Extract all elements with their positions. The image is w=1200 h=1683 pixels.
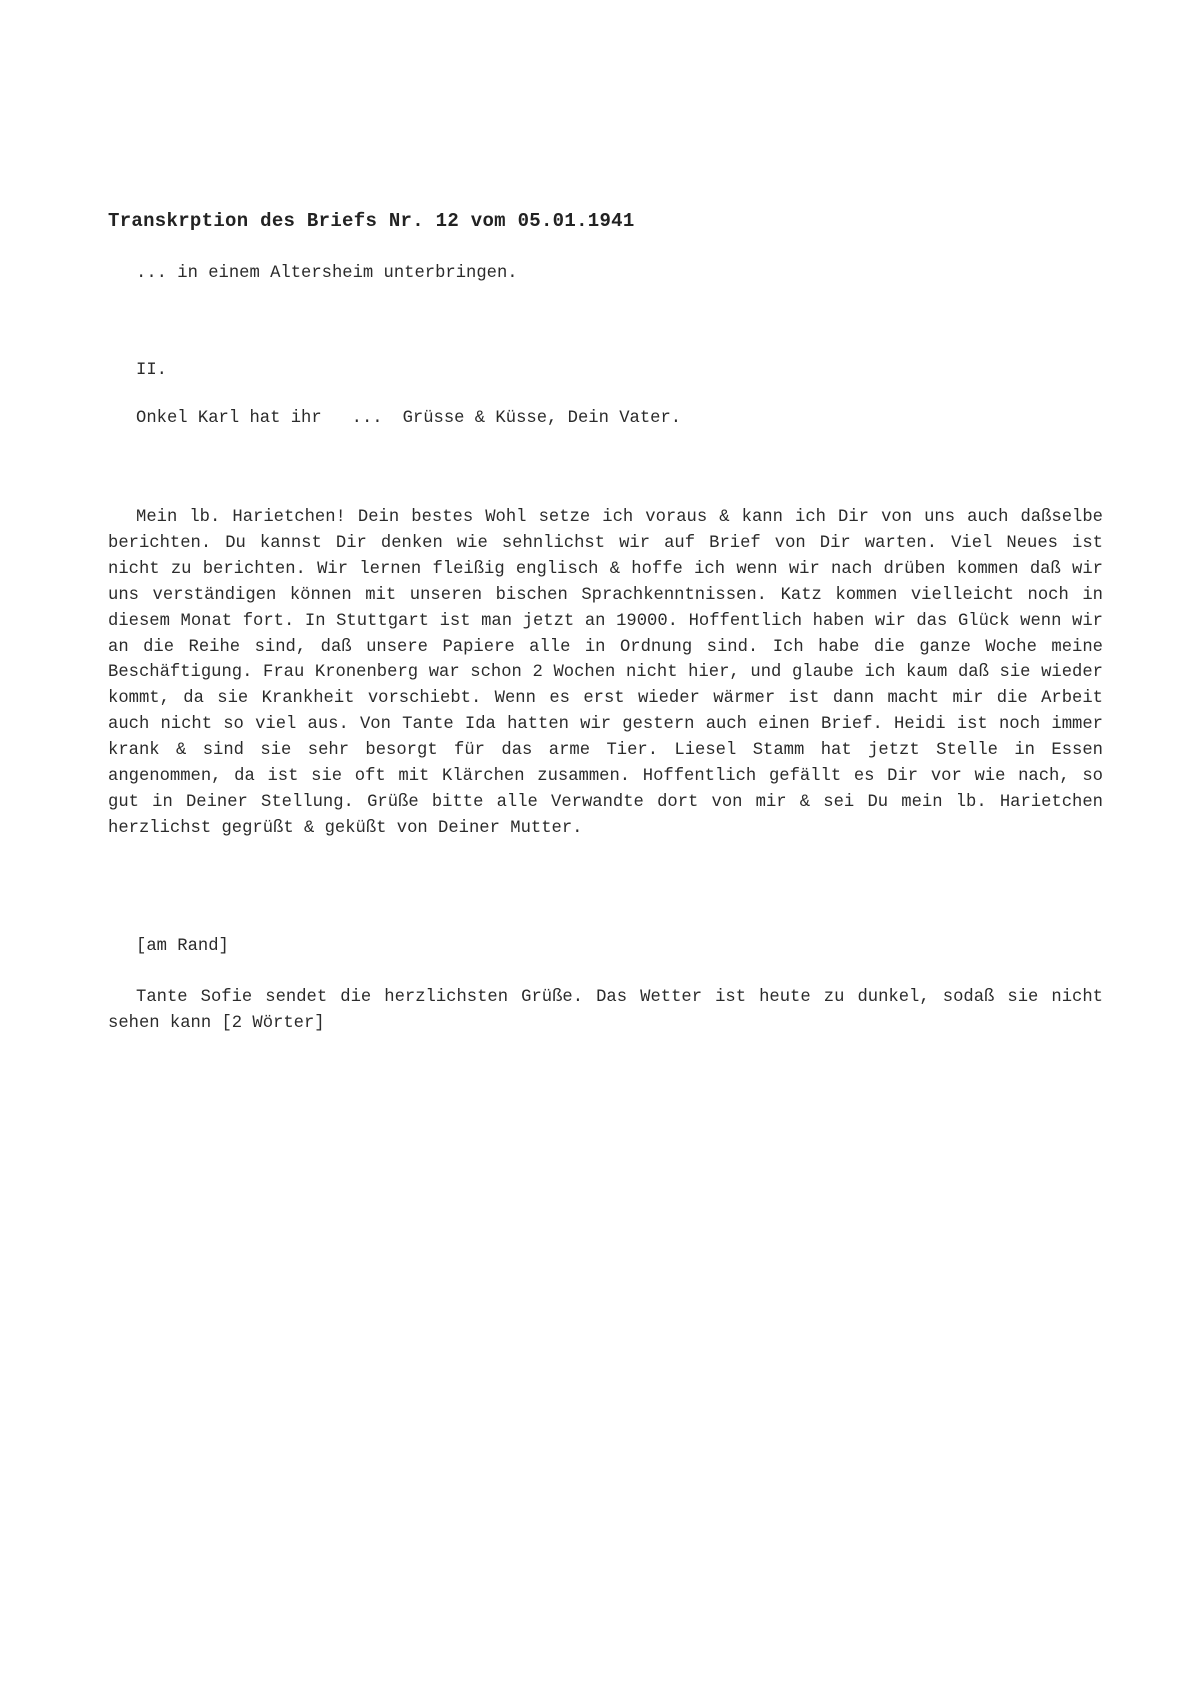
section-number: II. [136, 361, 167, 380]
document-title: Transkrption des Briefs Nr. 12 vom 05.01.1941 [108, 210, 635, 232]
father-line-end: Grüsse & Küsse, Dein Vater. [402, 409, 682, 428]
margin-note-paragraph: Tante Sofie sendet die herzlichsten Grüße. Das Wetter ist heute zu dunkel, sodaß sie nicht sehen kann [2 Wörter] [108, 988, 1103, 1033]
mother-letter-paragraph: Mein lb. Harietchen! Dein bestes Wohl setze ich voraus & kann ich Dir von uns auch daßselbe berichten. Du kannst Dir denken wie sehnlichst wir auf Brief von Dir warten. Viel Neues ist nicht zu berichten. Wir lernen fleißig englisch & hoffe ich wenn wir nach drüben kommen daß wir uns verständigen können mit unseren bischen Sprachkenntnissen. Katz kommen vielleicht noch in diesem Monat fort. In Stuttgart ist man jetzt an 19000. Hoffentlich haben wir das Glück wenn wir an die Reihe sind, daß unsere Papiere alle in Ordnung sind. Ich habe die ganze Woche meine Beschäftigung. Frau Kronenberg war schon 2 Wochen nicht hier, und glaube ich kaum daß sie wieder kommt, da sie Krankheit vorschiebt. Wenn es erst wieder wärmer ist dann macht mir die Arbeit auch nicht so viel aus. Von Tante Ida hatten wir gestern auch einen Brief. Heidi ist noch immer krank & sind sie sehr besorgt für das arme Tier. Liesel Stamm hat jetzt Stelle in Essen angenommen, da ist sie oft mit Klärchen zusammen. Hoffentlich gefällt es Dir vor wie nach, so gut in Deiner Stellung. Grüße bitte alle Verwandte dort von mir & sei Du mein lb. Harietchen herzlichst gegrüßt & geküßt von Deiner Mutter. [108, 508, 1103, 838]
father-closing-line [136, 409, 681, 428]
father-line-ellipsis: ... [351, 409, 383, 428]
intro-fragment: ... in einem Altersheim unterbringen. [136, 264, 518, 283]
father-line-start: Onkel Karl hat ihr [136, 409, 322, 428]
margin-label: [am Rand] [136, 937, 229, 956]
